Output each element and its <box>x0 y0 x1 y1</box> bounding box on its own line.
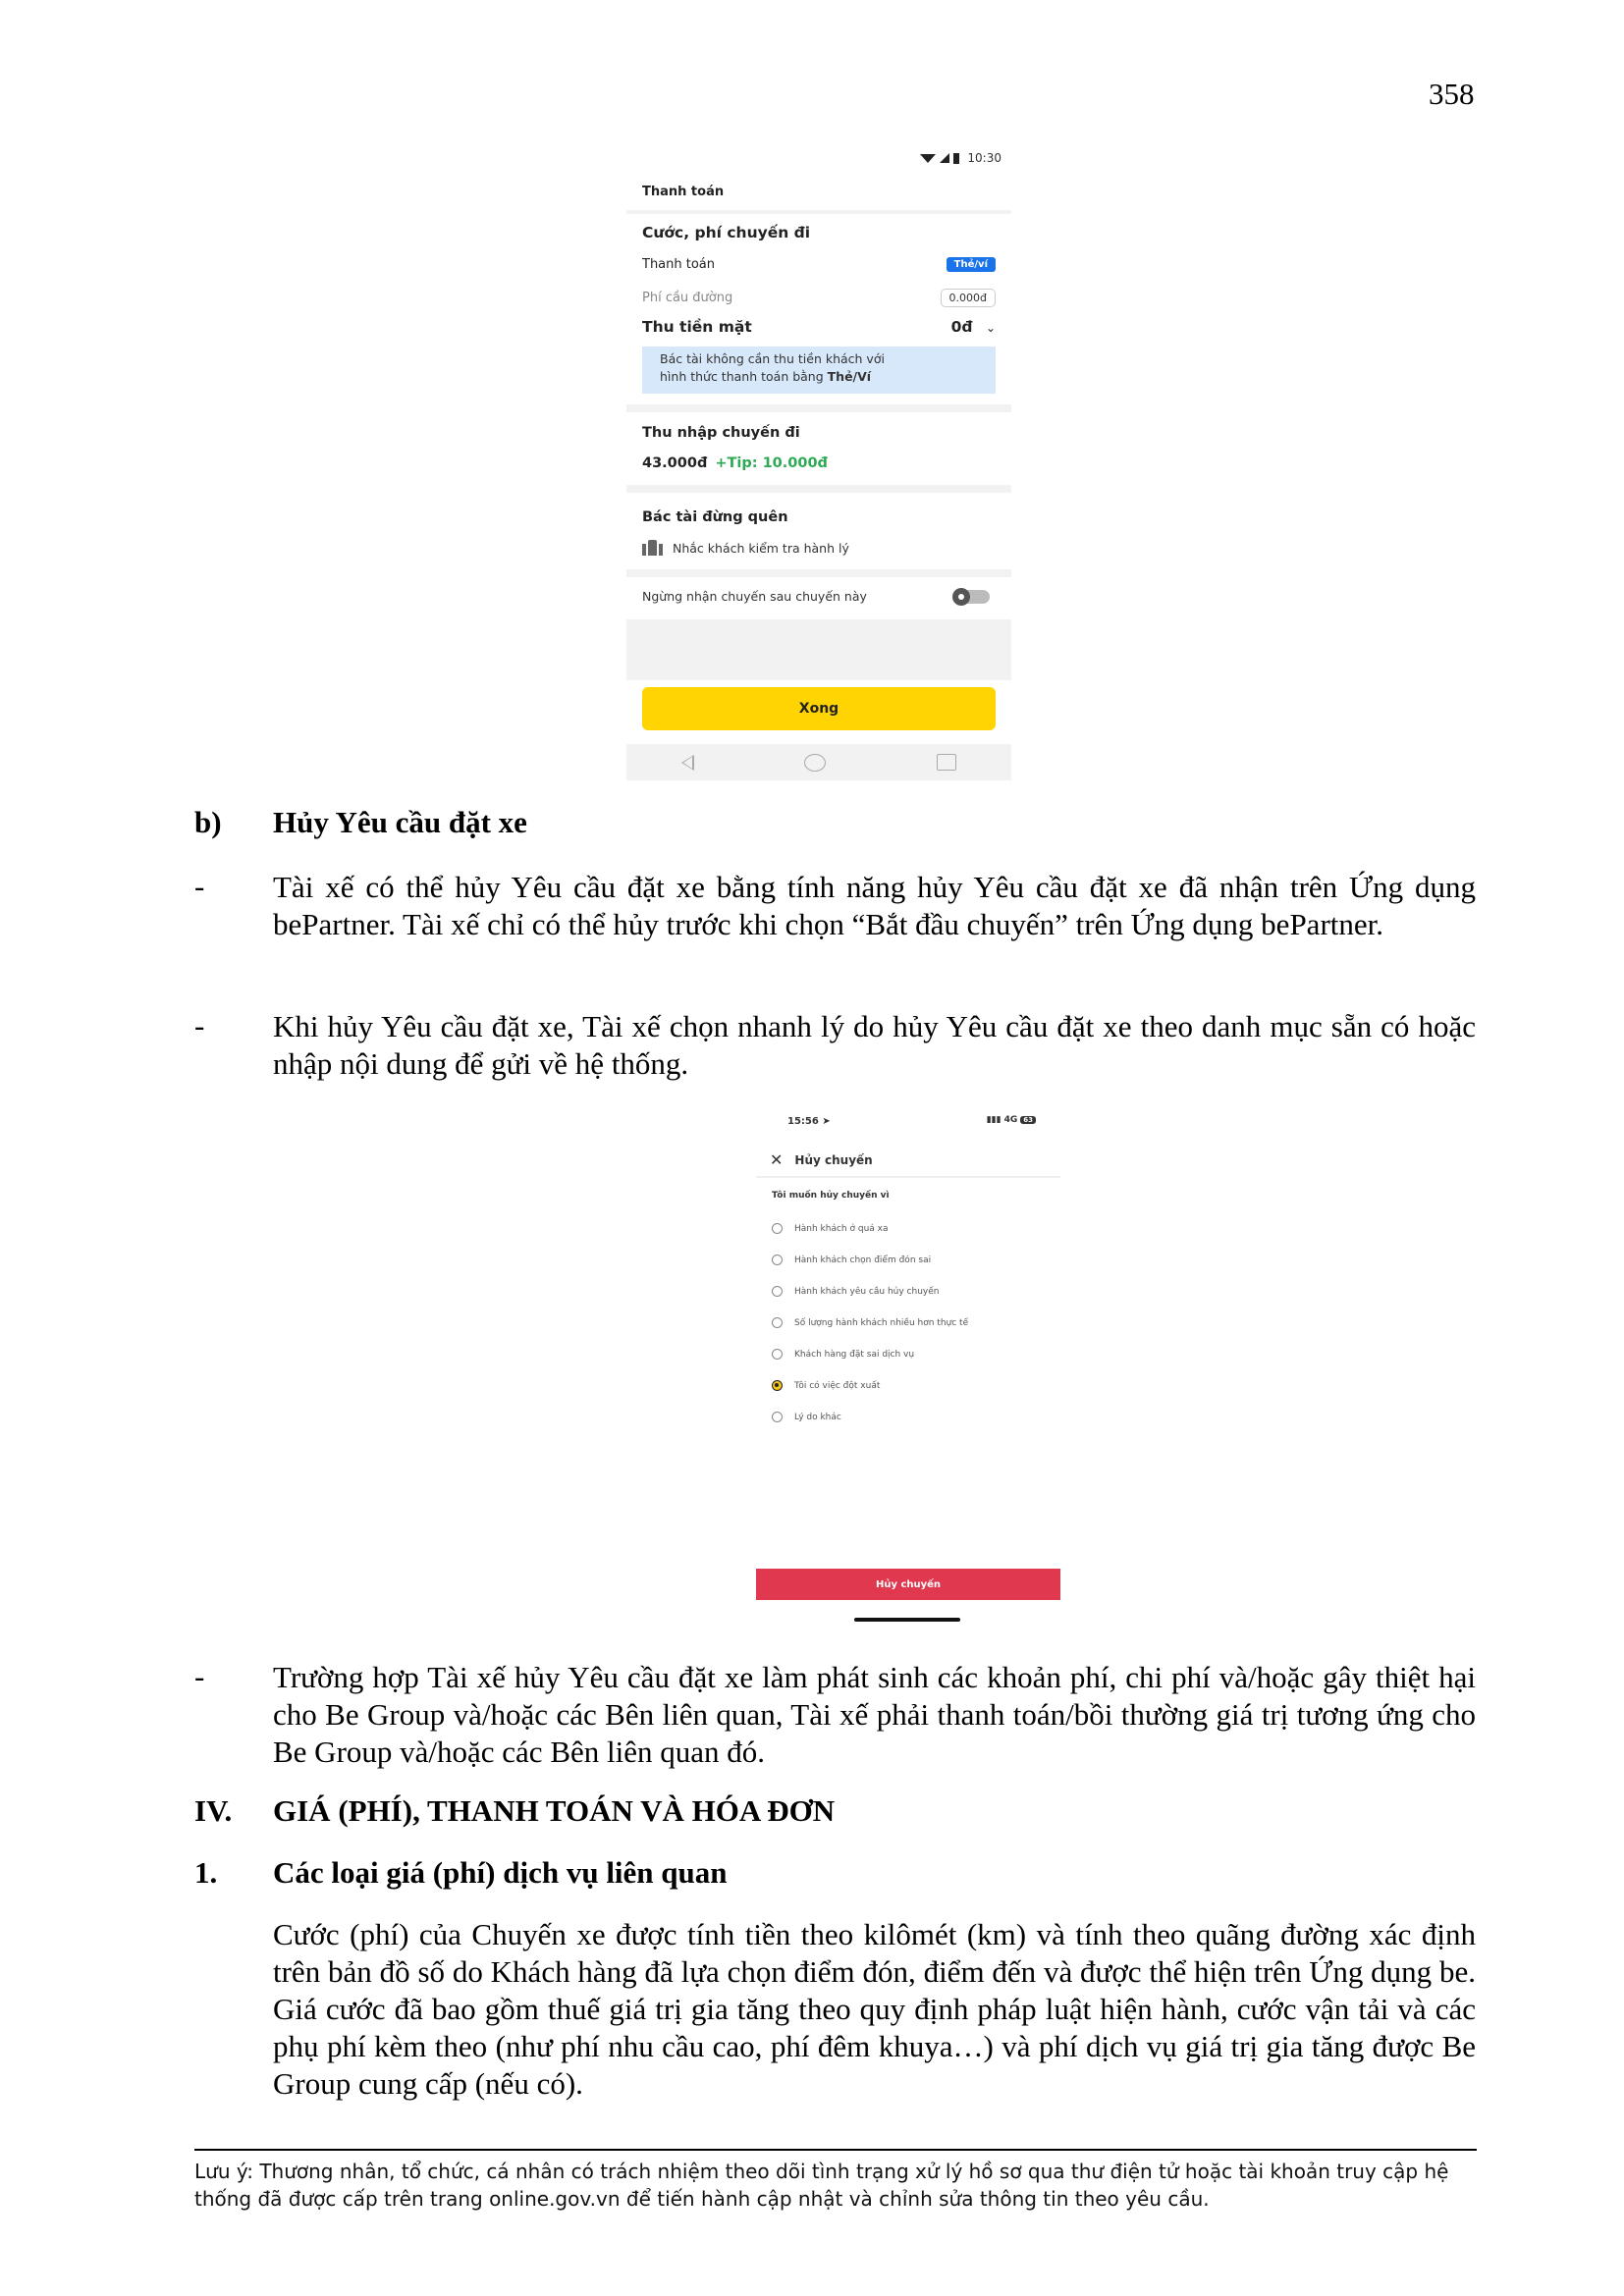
divider <box>626 485 1011 493</box>
spacer <box>626 619 1011 680</box>
section-iv-title: GIÁ (PHÍ), THANH TOÁN VÀ HÓA ĐƠN <box>273 1793 836 1828</box>
home-icon[interactable] <box>804 754 826 772</box>
bullet-dash: - <box>194 1659 205 1693</box>
tip-value: +Tip: 10.000đ <box>715 455 828 471</box>
reason-label: Khách hàng đặt sai dịch vụ <box>794 1349 915 1360</box>
reason-option[interactable] <box>772 1255 931 1265</box>
signal-icon: ▮▮▮ <box>986 1115 1001 1125</box>
divider <box>626 569 1011 577</box>
reasons-subtitle: Tôi muốn hủy chuyến vì <box>772 1191 890 1201</box>
toll-label: Phí cầu đường <box>642 291 733 305</box>
reason-option[interactable] <box>772 1412 841 1422</box>
income-value: 43.000đ <box>642 455 708 471</box>
section-b-marker: b) <box>194 805 222 839</box>
radio-unselected-icon[interactable] <box>772 1412 783 1422</box>
reason-label: Lý do khác <box>794 1412 841 1422</box>
recent-apps-icon[interactable] <box>937 754 956 771</box>
status-time <box>787 1116 831 1127</box>
location-arrow-icon: ➤ <box>822 1116 831 1127</box>
section-1-marker: 1. <box>194 1855 218 1890</box>
payment-label: Thanh toán <box>642 257 716 272</box>
payment-method-row <box>642 257 996 272</box>
status-right <box>987 1115 1036 1125</box>
toll-row <box>642 289 996 307</box>
cash-label: Thu tiền mặt <box>642 318 752 336</box>
section-1-title: Các loại giá (phí) dịch vụ liên quan <box>273 1855 728 1890</box>
reason-option[interactable] <box>772 1317 968 1328</box>
back-icon[interactable] <box>681 755 694 771</box>
reminder-text: Nhắc khách kiểm tra hành lý <box>673 540 849 556</box>
bullet-dash: - <box>194 1008 205 1042</box>
radio-unselected-icon[interactable] <box>772 1349 783 1360</box>
info-text-bold: Thẻ/Ví <box>827 369 872 384</box>
stop-after-trip-row <box>642 589 996 604</box>
radio-unselected-icon[interactable] <box>772 1286 783 1297</box>
status-bar <box>920 151 1001 165</box>
bullet-text: Trường hợp Tài xế hủy Yêu cầu đặt xe làm phát sinh các khoản phí, chi phí và/hoặc gây thiệt hại cho Be Group và/hoặc các Bên liên quan, Tài xế phải thanh toán/bồi thường giá trị tương ứng cho Be Group và/hoặc các Bên liên quan đó. <box>273 1660 1476 1769</box>
bullet-text: Khi hủy Yêu cầu đặt xe, Tài xế chọn nhanh lý do hủy Yêu cầu đặt xe theo danh mục sẵn có hoặc nhập nội dung để gửi về hệ thống. <box>273 1009 1476 1081</box>
payment-method-badge: Thẻ/ví <box>947 257 996 272</box>
section-1-paragraph: Cước (phí) của Chuyến xe được tính tiền theo kilômét (km) và tính theo quãng đường xác định trên bản đồ số do Khách hàng đã lựa chọn điểm đón, điểm đến và được thể hiện trên Ứng dụng be. Giá cước đã bao gồm thuế giá trị gia tăng theo quy định pháp luật hiện hành, cước vận tải và các phụ phí kèm theo (như phí nhu cầu cao, phí đêm khuya…) và phí dịch vụ giá trị gia tăng được Be Group cung cấp (nếu có). <box>273 1917 1476 2101</box>
page-number: 358 <box>1429 77 1475 111</box>
screen-header <box>770 1150 873 1169</box>
cash-value-wrap[interactable] <box>951 318 996 336</box>
footer-divider <box>194 2149 1477 2151</box>
reminder-row <box>642 540 996 556</box>
home-indicator <box>854 1618 960 1622</box>
reason-label: Số lượng hành khách nhiều hơn thực tế <box>794 1317 969 1328</box>
radio-unselected-icon[interactable] <box>772 1317 783 1328</box>
radio-unselected-icon[interactable] <box>772 1223 783 1234</box>
status-time: 10:30 <box>967 151 1001 165</box>
screen-title: Hủy chuyến <box>794 1152 873 1167</box>
reminder-title: Bác tài đừng quên <box>642 509 788 525</box>
stop-after-trip-toggle[interactable] <box>954 590 990 604</box>
wifi-icon <box>920 154 936 163</box>
battery-icon: 63 <box>1020 1116 1036 1124</box>
reason-label: Tôi có việc đột xuất <box>794 1380 881 1391</box>
screen-title: Thanh toán <box>642 185 725 199</box>
reason-label: Hành khách ở quá xa <box>794 1223 889 1234</box>
reason-option[interactable] <box>772 1349 914 1360</box>
bullet-dash: - <box>194 869 205 903</box>
reason-option[interactable] <box>772 1380 880 1391</box>
cancel-trip-button[interactable]: Hủy chuyến <box>756 1569 1060 1600</box>
footer-note: Lưu ý: Thương nhân, tổ chức, cá nhân có trách nhiệm theo dõi tình trạng xử lý hồ sơ qua thư điện tử hoặc tài khoản truy cập hệ thống đã được cấp trên trang online.gov.vn để tiến hành cập nhật và chỉnh sửa thông tin theo yêu cầu. <box>194 2160 1449 2211</box>
stop-label: Ngừng nhận chuyến sau chuyến này <box>642 589 867 604</box>
reason-option[interactable] <box>772 1223 889 1234</box>
info-box <box>642 347 996 394</box>
signal-icon <box>940 153 949 163</box>
bullet-text: Tài xế có thể hủy Yêu cầu đặt xe bằng tính năng hủy Yêu cầu đặt xe đã nhận trên Ứng dụng bePartner. Tài xế chỉ có thể hủy trước khi chọn “Bắt đầu chuyến” trên Ứng dụng bePartner. <box>273 870 1476 941</box>
divider <box>756 1176 1060 1178</box>
cash-value: 0đ <box>950 318 973 336</box>
reason-label: Hành khách yêu cầu hủy chuyến <box>794 1286 940 1297</box>
divider <box>626 210 1011 214</box>
close-icon[interactable]: ✕ <box>770 1150 784 1169</box>
android-nav-bar <box>626 744 1011 780</box>
network-type: 4G <box>1003 1115 1018 1125</box>
section-b-title: Hủy Yêu cầu đặt xe <box>273 805 527 839</box>
cancel-trip-screenshot <box>756 1109 1060 1629</box>
battery-icon <box>953 153 959 164</box>
divider <box>626 404 1011 412</box>
radio-unselected-icon[interactable] <box>772 1255 783 1265</box>
fare-title: Cước, phí chuyến đi <box>642 224 811 241</box>
reason-option[interactable] <box>772 1286 939 1297</box>
chevron-down-icon: ⌄ <box>985 321 996 335</box>
income-title: Thu nhập chuyến đi <box>642 425 800 441</box>
radio-selected-icon[interactable] <box>772 1380 783 1391</box>
luggage-icon <box>642 540 663 556</box>
info-text-line1: Bác tài không cần thu tiền khách với <box>660 351 885 366</box>
reason-label: Hành khách chọn điểm đón sai <box>794 1255 932 1265</box>
payment-screenshot <box>626 145 1011 778</box>
info-text-line2 <box>660 368 978 386</box>
section-iv-marker: IV. <box>194 1793 233 1828</box>
toll-input[interactable]: 0.000đ <box>941 289 996 307</box>
income-row <box>642 455 996 471</box>
cash-row[interactable] <box>642 318 996 336</box>
done-button[interactable]: Xong <box>642 687 996 730</box>
status-time-text: 15:56 <box>787 1116 819 1127</box>
info-text-prefix: hình thức thanh toán bằng <box>660 369 828 384</box>
